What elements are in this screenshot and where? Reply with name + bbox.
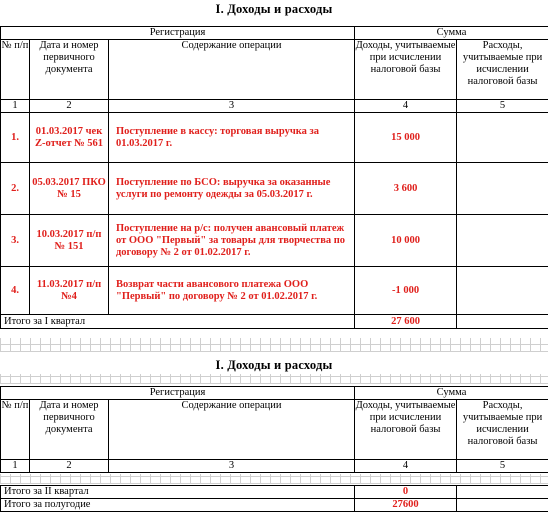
table-row [1,113,548,163]
col-content-header: Содержание операции [109,400,355,460]
col-number: 5 [457,460,548,473]
total-q1-income: 27 600 [355,315,457,329]
row-income: 10 000 [355,215,457,267]
col-content-header: Содержание операции [109,40,355,100]
table-row [1,215,548,267]
col-number: 1 [1,100,30,113]
col-number: 4 [355,460,457,473]
col-income-header: Доходы, учитываемые при исчислении налоговой базы [355,40,457,100]
col-number: 3 [109,460,355,473]
col-number: 4 [355,100,457,113]
total-q1-expense [457,315,548,329]
sum-header: Сумма [355,27,548,40]
table-row [1,267,548,315]
col-income-header: Доходы, учитываемые при исчислении налоговой базы [355,400,457,460]
col-no-header: № п/п [1,400,30,460]
total-q2-income: 0 [355,486,457,499]
total-q2-expense [457,486,548,499]
row-no: 1. [1,113,30,163]
col-expense-header: Расходы, учитываемые при исчислении налоговой базы [457,40,548,100]
row-doc: 11.03.2017 п/п №4 [30,267,109,315]
total-half-label: Итого за полугодие [1,499,355,512]
section2-totals-table [0,485,548,512]
row-income: -1 000 [355,267,457,315]
row-expense [457,215,548,267]
row-content: Поступление по БСО: выручка за оказанные услуги по ремонту одежды за 05.03.2017 г. [109,163,355,215]
col-number: 1 [1,460,30,473]
total-q2-label: Итого за II квартал [1,486,355,499]
spreadsheet-grid-gap [0,374,548,384]
col-number: 2 [30,460,109,473]
col-expense-header: Расходы, учитываемые при исчислении налоговой базы [457,400,548,460]
col-no-header: № п/п [1,40,30,100]
row-expense [457,113,548,163]
row-doc: 05.03.2017 ПКО № 15 [30,163,109,215]
sum-header: Сумма [355,387,548,400]
row-no: 3. [1,215,30,267]
registration-header: Регистрация [1,387,355,400]
section1-table [0,26,548,329]
col-number: 3 [109,100,355,113]
col-doc-header: Дата и номер первичного документа [30,400,109,460]
row-content: Поступление в кассу: торговая выручка за 01.03.2017 г. [109,113,355,163]
registration-header: Регистрация [1,27,355,40]
col-number: 2 [30,100,109,113]
row-doc: 10.03.2017 п/п № 151 [30,215,109,267]
total-half-income: 27600 [355,499,457,512]
row-expense [457,163,548,215]
total-q1-label: Итого за I квартал [1,315,355,329]
row-doc: 01.03.2017 чек Z-отчет № 561 [30,113,109,163]
spreadsheet-grid-gap [0,474,548,484]
row-expense [457,267,548,315]
spreadsheet-grid-gap [0,338,548,352]
row-income: 15 000 [355,113,457,163]
row-content: Поступление на р/с: получен авансовый платеж от ООО "Первый" за товары для творчества по договору № 2 от 01.02.2017 г. [109,215,355,267]
section2-table [0,386,548,473]
col-doc-header: Дата и номер первичного документа [30,40,109,100]
table-row [1,163,548,215]
row-no: 2. [1,163,30,215]
section2-title: I. Доходы и расходы [0,358,548,373]
row-income: 3 600 [355,163,457,215]
row-content: Возврат части авансового платежа ООО "Первый" по договору № 2 от 01.02.2017 г. [109,267,355,315]
total-row [1,486,548,499]
section1-title: I. Доходы и расходы [0,2,548,17]
row-no: 4. [1,267,30,315]
col-number: 5 [457,100,548,113]
total-row [1,315,548,329]
